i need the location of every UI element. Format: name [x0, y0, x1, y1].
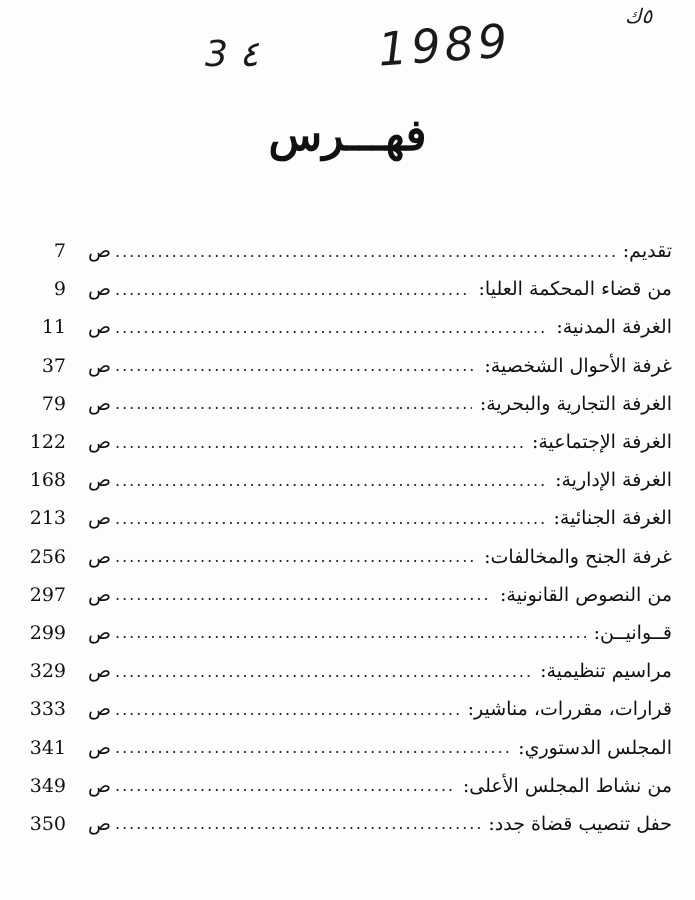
dot-leader	[115, 433, 524, 452]
toc-entry	[22, 385, 672, 423]
toc-page-number: 329	[29, 660, 66, 683]
toc-page-number: 256	[29, 545, 66, 568]
toc-entry	[22, 461, 672, 499]
toc-page-ref	[22, 240, 111, 262]
toc-page-ref	[22, 584, 111, 606]
toc-entry-label: الغرفة الإدارية:	[555, 469, 672, 492]
toc-page-number: 168	[29, 469, 66, 492]
dot-leader	[115, 776, 455, 795]
toc-page-prefix: ص	[88, 240, 111, 263]
dot-leader	[115, 700, 460, 719]
toc-entry	[22, 423, 672, 461]
toc-entry-label: قرارات، مقررات، مناشير:	[467, 698, 672, 721]
toc-page-prefix: ص	[88, 621, 111, 644]
toc-page-ref	[22, 813, 111, 835]
toc-page-ref	[22, 775, 111, 797]
toc-entry	[22, 805, 672, 843]
toc-page-prefix: ص	[88, 545, 111, 568]
toc-page-number: 213	[29, 507, 66, 530]
dot-leader	[115, 280, 471, 299]
toc-page-prefix: ص	[88, 774, 111, 797]
toc-entry-label: حفل تنصيب قضاة جدد:	[488, 812, 672, 835]
toc-page-number: 79	[41, 392, 66, 415]
toc-page-prefix: ص	[88, 507, 111, 530]
toc-entry	[22, 614, 672, 652]
dot-leader	[115, 242, 615, 261]
toc-entry	[22, 538, 672, 576]
handwritten-issue-number: 3 ٤	[205, 34, 259, 75]
toc-page-number: 299	[29, 621, 66, 644]
toc-page-number: 349	[29, 774, 66, 797]
toc-page-prefix: ص	[88, 354, 111, 377]
toc-page-prefix: ص	[88, 316, 111, 339]
toc-entry-label: غرفة الأحوال الشخصية:	[484, 354, 672, 377]
toc-entry	[22, 499, 672, 537]
toc-page-ref	[22, 393, 111, 415]
page-title: فهـــرس	[268, 110, 427, 161]
dot-leader	[115, 318, 548, 337]
dot-leader	[115, 394, 472, 413]
toc-entry-label: المجلس الدستوري:	[518, 736, 672, 759]
dot-leader	[115, 662, 532, 681]
toc-page-number: 297	[29, 583, 66, 606]
toc-page-ref	[22, 622, 111, 644]
toc-page-prefix: ص	[88, 698, 111, 721]
toc-page-number: 333	[29, 698, 66, 721]
toc-page-ref	[22, 316, 111, 338]
toc-page-number: 341	[29, 736, 66, 759]
toc-entry-label: غرفة الجنح والمخالفات:	[484, 545, 672, 568]
toc-page-ref	[22, 469, 111, 491]
toc-entry-label: الغرفة الجنائية:	[553, 507, 672, 530]
toc-entry-label: الغرفة التجارية والبحرية:	[479, 392, 672, 415]
toc-entry-label: من قضاء المحكمة العليا:	[478, 278, 672, 301]
toc-entry-label: من النصوص القانونية:	[500, 583, 672, 606]
toc-page-prefix: ص	[88, 431, 111, 454]
dot-leader	[115, 509, 546, 528]
toc-entry-label: مراسيم تنظيمية:	[540, 660, 672, 683]
toc-page-ref	[22, 546, 111, 568]
handwritten-year: 1989	[376, 13, 513, 77]
toc-entry	[22, 232, 672, 270]
toc-entry	[22, 270, 672, 308]
dot-leader	[115, 623, 586, 642]
dot-leader	[115, 547, 476, 566]
dot-leader	[115, 356, 476, 375]
toc-page-ref	[22, 737, 111, 759]
toc-page-ref	[22, 660, 111, 682]
toc-page-ref	[22, 278, 111, 300]
toc-entry	[22, 767, 672, 805]
dot-leader	[115, 814, 480, 833]
toc-page-number: 122	[29, 431, 66, 454]
toc-page-prefix: ص	[88, 812, 111, 835]
toc-page-number: 350	[29, 812, 66, 835]
handwritten-corner-mark: ٥ك	[625, 4, 653, 28]
toc-entry-label: الغرفة الإجتماعية:	[531, 431, 672, 454]
toc-entry-label: تقديم:	[622, 240, 672, 263]
dot-leader	[115, 585, 492, 604]
toc-page-ref	[22, 431, 111, 453]
toc-page-prefix: ص	[88, 736, 111, 759]
toc-page-number: 37	[41, 354, 66, 377]
toc-page-prefix: ص	[88, 583, 111, 606]
dot-leader	[115, 471, 547, 490]
toc-entry	[22, 652, 672, 690]
toc-page-number: 9	[53, 278, 66, 301]
toc-page-prefix: ص	[88, 392, 111, 415]
toc-entry	[22, 347, 672, 385]
toc-page-prefix: ص	[88, 660, 111, 683]
toc-page-prefix: ص	[88, 469, 111, 492]
toc-entry	[22, 576, 672, 614]
toc-entry	[22, 690, 672, 728]
toc-page-ref	[22, 507, 111, 529]
toc-entry	[22, 308, 672, 346]
toc-page-number: 11	[41, 316, 66, 339]
toc-page-ref	[22, 698, 111, 720]
toc-entry	[22, 728, 672, 766]
table-of-contents	[22, 232, 672, 843]
toc-page-number: 7	[53, 240, 66, 263]
dot-leader	[115, 738, 510, 757]
toc-entry-label: من نشاط المجلس الأعلى:	[462, 774, 672, 797]
toc-page-ref	[22, 355, 111, 377]
toc-entry-label: الغرفة المدنية:	[556, 316, 672, 339]
toc-page-prefix: ص	[88, 278, 111, 301]
toc-entry-label: قــوانيــن:	[593, 621, 672, 644]
